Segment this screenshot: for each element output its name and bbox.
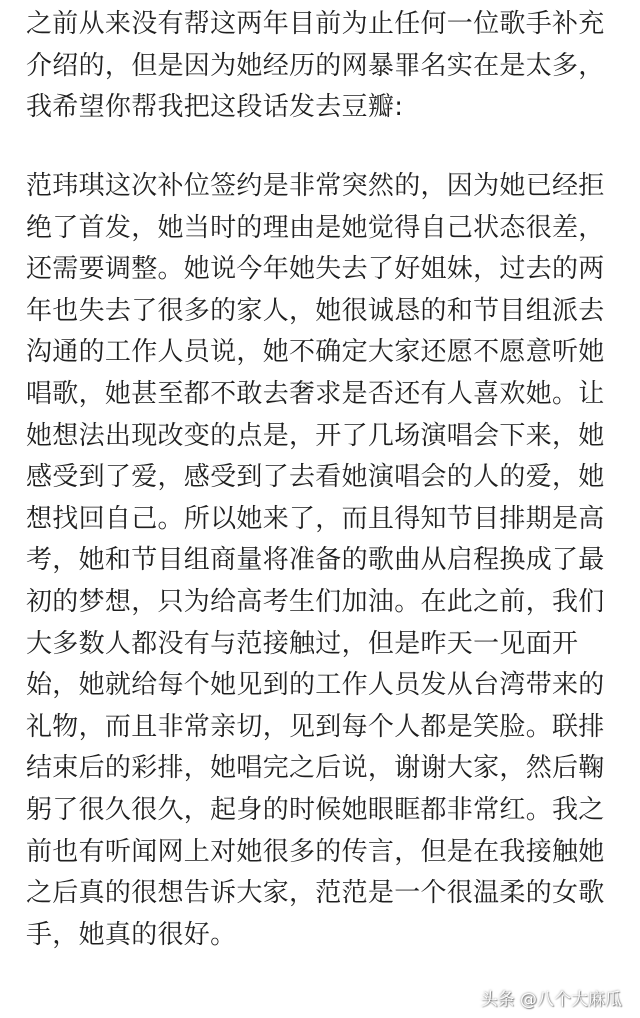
text-line: 大多数人都没有与范接触过，但是昨天一见面开 bbox=[26, 628, 579, 659]
text-line: 唱歌，她甚至都不敢去奢求是否还有人喜欢她。让 bbox=[26, 378, 605, 409]
text-line: 绝了首发，她当时的理由是她觉得自己状态很差， bbox=[26, 212, 605, 243]
source-watermark: 头条 @八个大麻瓜 bbox=[480, 990, 622, 1010]
text-line: 范玮琪这次补位签约是非常突然的，因为她已经拒 bbox=[26, 171, 605, 201]
text-line: 之后真的很想告诉大家，范范是一个很温柔的女歌 bbox=[26, 878, 605, 909]
text-line: 手，她真的很好。 bbox=[26, 919, 237, 950]
text-line: 想找回自己。所以她来了，而且得知节目排期是高 bbox=[26, 503, 605, 534]
text-line: 礼物，而且非常亲切，见到每个人都是笑脸。联排 bbox=[26, 711, 605, 742]
text-line: 还需要调整。她说今年她失去了好姐妹，过去的两 bbox=[26, 254, 605, 285]
text-line: 年也失去了很多的家人，她很诚恳的和节目组派去 bbox=[26, 295, 605, 326]
text-line: 结束后的彩排，她唱完之后说，谢谢大家，然后鞠 bbox=[26, 753, 605, 784]
text-line: 考，她和节目组商量将准备的歌曲从启程换成了最 bbox=[26, 545, 605, 576]
text-line: 介绍的，但是因为她经历的网暴罪名实在是太多， bbox=[26, 50, 605, 81]
text-line: 我希望你帮我把这段话发去豆瓣: bbox=[26, 92, 404, 123]
text-line: 之前从来没有帮这两年目前为止任何一位歌手补充 bbox=[26, 9, 605, 39]
text-line: 她想法出现改变的点是，开了几场演唱会下来，她 bbox=[26, 420, 605, 451]
text-line: 感受到了爱，感受到了去看她演唱会的人的爱，她 bbox=[26, 462, 605, 493]
text-line: 躬了很久很久，起身的时候她眼眶都非常红。我之 bbox=[26, 794, 605, 825]
intro-paragraph bbox=[26, 4, 626, 129]
text-line: 初的梦想，只为给高考生们加油。在此之前，我们 bbox=[26, 586, 605, 617]
quote-paragraph bbox=[26, 166, 626, 956]
text-line: 前也有听闻网上对她很多的传言，但是在我接触她 bbox=[26, 836, 605, 867]
text-line: 沟通的工作人员说，她不确定大家还愿不愿意听她 bbox=[26, 337, 605, 368]
text-line: 始，她就给每个她见到的工作人员发从台湾带来的 bbox=[26, 670, 605, 701]
